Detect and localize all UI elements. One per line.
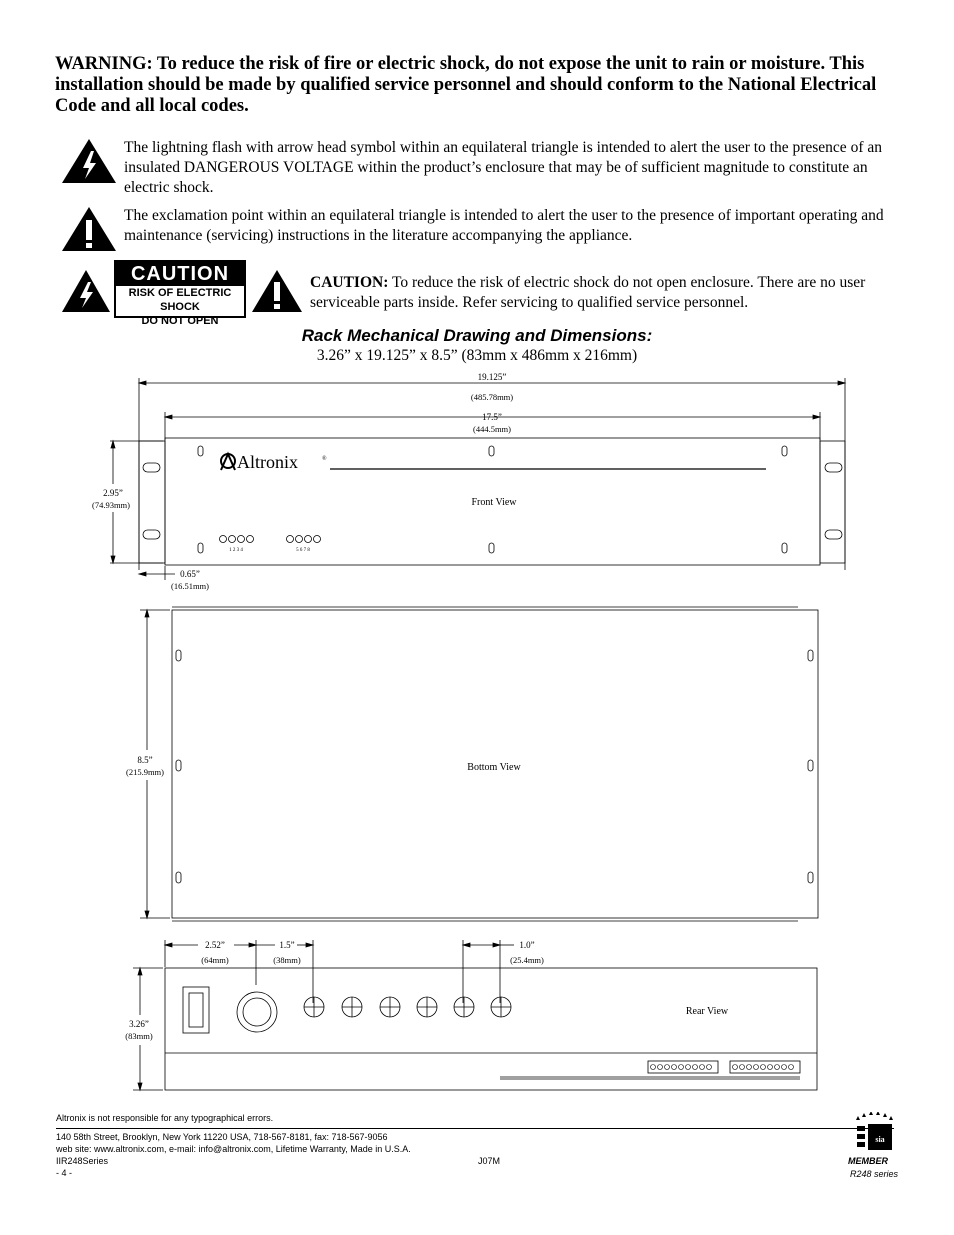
footer-code: J07M — [478, 1156, 501, 1166]
member-logo-icon — [852, 1112, 898, 1154]
footer-model: IIR248Series — [56, 1156, 109, 1166]
rear-dim1-label: 2.52” — [205, 940, 225, 950]
bottom-view-label: Bottom View — [467, 762, 521, 773]
depth-mm: (215.9mm) — [125, 767, 165, 777]
rear-dim1-mm: (64mm) — [201, 955, 229, 965]
width-total-label: 19.125” — [477, 372, 507, 382]
warning-text: WARNING: To reduce the risk of fire or electric shock, do not expose the unit to rain or moisture. This installation should be made by qualified service personnel and should conform to the National Electrical Code and all local codes. — [55, 54, 877, 116]
lightning-warning-icon — [60, 137, 118, 185]
front-view-drawing — [0, 370, 954, 600]
lightning-notice: The lightning flash with arrow head symbol within an equilateral triangle is intended to alert the user to the presence of an insulated DANGEROUS VOLTAGE within the product’s enclosure that may be of sufficient magnitude to constitute an electric shock. — [124, 139, 882, 196]
rear-dim3-label: 1.0” — [519, 940, 535, 950]
width-total-mm: (485.78mm) — [470, 392, 514, 402]
exclamation-notice: The exclamation point within an equilateral triangle is intended to alert the user to the presence of important operating and maintenance (servicing) instructions in the literature accompanying the appliance. — [124, 207, 884, 244]
rear-view-drawing — [0, 935, 954, 1095]
led-group-2-label: 5 6 7 8 — [296, 548, 310, 553]
member-label: MEMBER — [848, 1156, 888, 1166]
rear-view-label: Rear View — [685, 1006, 729, 1017]
rear-dim2-mm: (38mm) — [273, 955, 301, 965]
footer-divider — [56, 1128, 894, 1129]
footer-address: 140 58th Street, Brooklyn, New York 11220 USA, 718-567-8181, fax: 718-567-9056 — [56, 1132, 388, 1142]
brand-registered: ® — [322, 456, 327, 462]
footer-web: web site: www.altronix.com, e-mail: info@altronix.com, Lifetime Warranty, Made in U.S.A. — [56, 1144, 411, 1154]
ear-mm: (16.51mm) — [170, 581, 210, 591]
bottom-view-drawing — [0, 600, 954, 930]
width-inner-label: 17.5” — [482, 412, 502, 422]
height-label: 2.95” — [103, 488, 123, 498]
caution-badge-line2: DO NOT OPEN — [141, 315, 219, 327]
lightning-warning-icon — [60, 268, 112, 314]
altronix-logo-icon — [221, 454, 235, 470]
footer-disclaimer: Altronix is not responsible for any typographical errors. — [56, 1113, 274, 1123]
width-inner-mm: (444.5mm) — [472, 424, 512, 434]
caution-badge — [114, 260, 246, 327]
footer-page: - 4 - — [56, 1168, 73, 1178]
rear-dim3-mm: (25.4mm) — [510, 955, 544, 965]
caution-body: To reduce the risk of electric shock do not open enclosure. There are no user serviceable parts inside. Refer servicing to qualified service personnel. — [310, 274, 866, 311]
caution-label: CAUTION: — [310, 274, 389, 291]
section-title: Rack Mechanical Drawing and Dimensions: — [301, 326, 653, 345]
rear-height-mm: (83mm) — [125, 1031, 153, 1041]
ear-label: 0.65” — [180, 569, 200, 579]
caution-notice — [310, 273, 910, 313]
height-mm: (74.93mm) — [91, 500, 131, 510]
brand-name: Altronix — [237, 452, 298, 472]
terminal-strip-icon — [651, 1065, 794, 1070]
series-label: R248 series — [850, 1169, 899, 1179]
caution-badge-line1: RISK OF ELECTRIC SHOCK — [128, 287, 232, 313]
front-view-label: Front View — [471, 497, 517, 508]
section-subtitle: 3.26” x 19.125” x 8.5” (83mm x 486mm x 216mm) — [316, 347, 638, 364]
exclamation-warning-icon — [250, 268, 304, 314]
depth-label: 8.5” — [137, 755, 153, 765]
svg-text:sia: sia — [875, 1135, 885, 1144]
exclamation-warning-icon — [60, 205, 118, 253]
caution-badge-title: CAUTION — [116, 262, 244, 286]
rear-dim2-label: 1.5” — [279, 940, 295, 950]
rear-height-label: 3.26” — [129, 1019, 149, 1029]
led-group-1-label: 1 2 3 4 — [229, 548, 243, 553]
